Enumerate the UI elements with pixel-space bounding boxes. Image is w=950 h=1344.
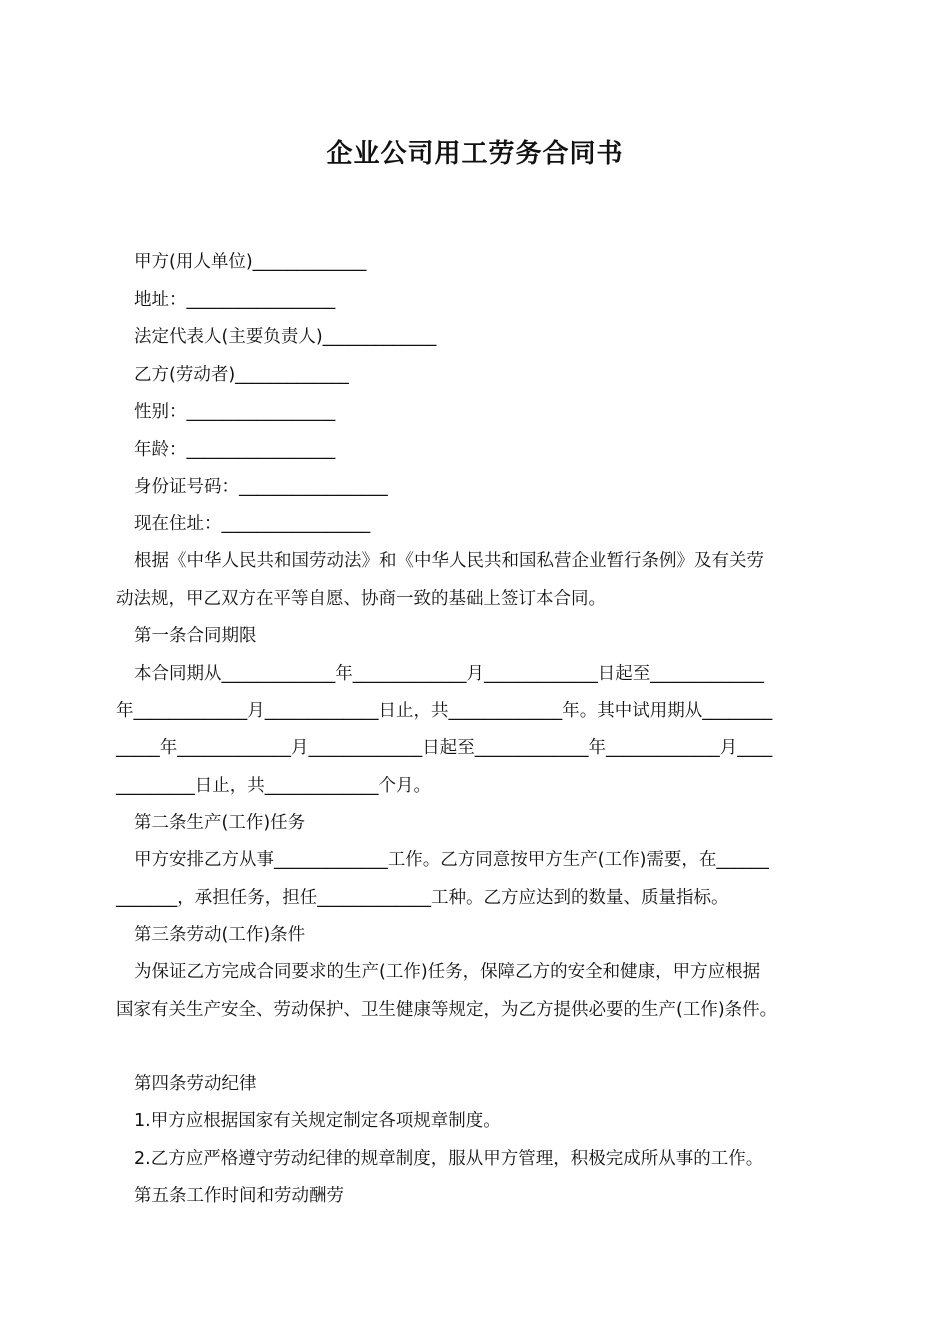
article-heading: 第五条工作时间和劳动酬劳 <box>134 1186 344 1206</box>
field-gender: 性别：_________________ <box>134 402 336 422</box>
article-line: _____年_____________月_____________日起至_____________年_____________月____ <box>116 738 773 758</box>
article-heading: 第四条劳动纪律 <box>134 1074 257 1094</box>
field-party-b: 乙方(劳动者)_____________ <box>134 365 349 385</box>
article-line: 本合同期从_____________年_____________月_____________日起至_____________ <box>134 664 764 684</box>
field-legal-rep: 法定代表人(主要负责人)_____________ <box>134 327 437 347</box>
article-line: _________日止，共_____________个月。 <box>116 776 431 796</box>
intro-line: 动法规，甲乙双方在平等自愿、协商一致的基础上签订本合同。 <box>116 589 606 609</box>
field-age: 年龄：_________________ <box>134 440 336 460</box>
article-line: 1.甲方应根据国家有关规定制定各项规章制度。 <box>134 1111 501 1131</box>
field-party-a: 甲方(用人单位)_____________ <box>134 252 367 272</box>
article-line: 2.乙方应严格遵守劳动纪律的规章制度，服从甲方管理，积极完成所从事的工作。 <box>134 1149 764 1169</box>
field-id-number: 身份证号码：_________________ <box>134 477 388 497</box>
article-heading: 第一条合同期限 <box>134 626 257 646</box>
article-line: 甲方安排乙方从事_____________工作。乙方同意按甲方生产(工作)需要，在______ <box>134 850 769 870</box>
article-line: 为保证乙方完成合同要求的生产(工作)任务，保障乙方的安全和健康，甲方应根据 <box>134 962 761 982</box>
article-heading: 第二条生产(工作)任务 <box>134 813 306 833</box>
article-line: 国家有关生产安全、劳动保护、卫生健康等规定，为乙方提供必要的生产(工作)条件。 <box>116 1000 778 1020</box>
field-address: 地址：_________________ <box>134 290 336 310</box>
article-line: 年_____________月_____________日止，共_____________年。其中试用期从________ <box>116 701 773 721</box>
article-line: _______，承担任务，担任_____________工种。乙方应达到的数量、质量指标。 <box>116 888 729 908</box>
intro-line: 根据《中华人民共和国劳动法》和《中华人民共和国私营企业暂行条例》及有关劳 <box>134 551 764 571</box>
article-heading: 第三条劳动(工作)条件 <box>134 925 306 945</box>
field-current-address: 现在住址：_________________ <box>134 514 371 534</box>
document-title: 企业公司用工劳务合同书 <box>326 139 624 169</box>
